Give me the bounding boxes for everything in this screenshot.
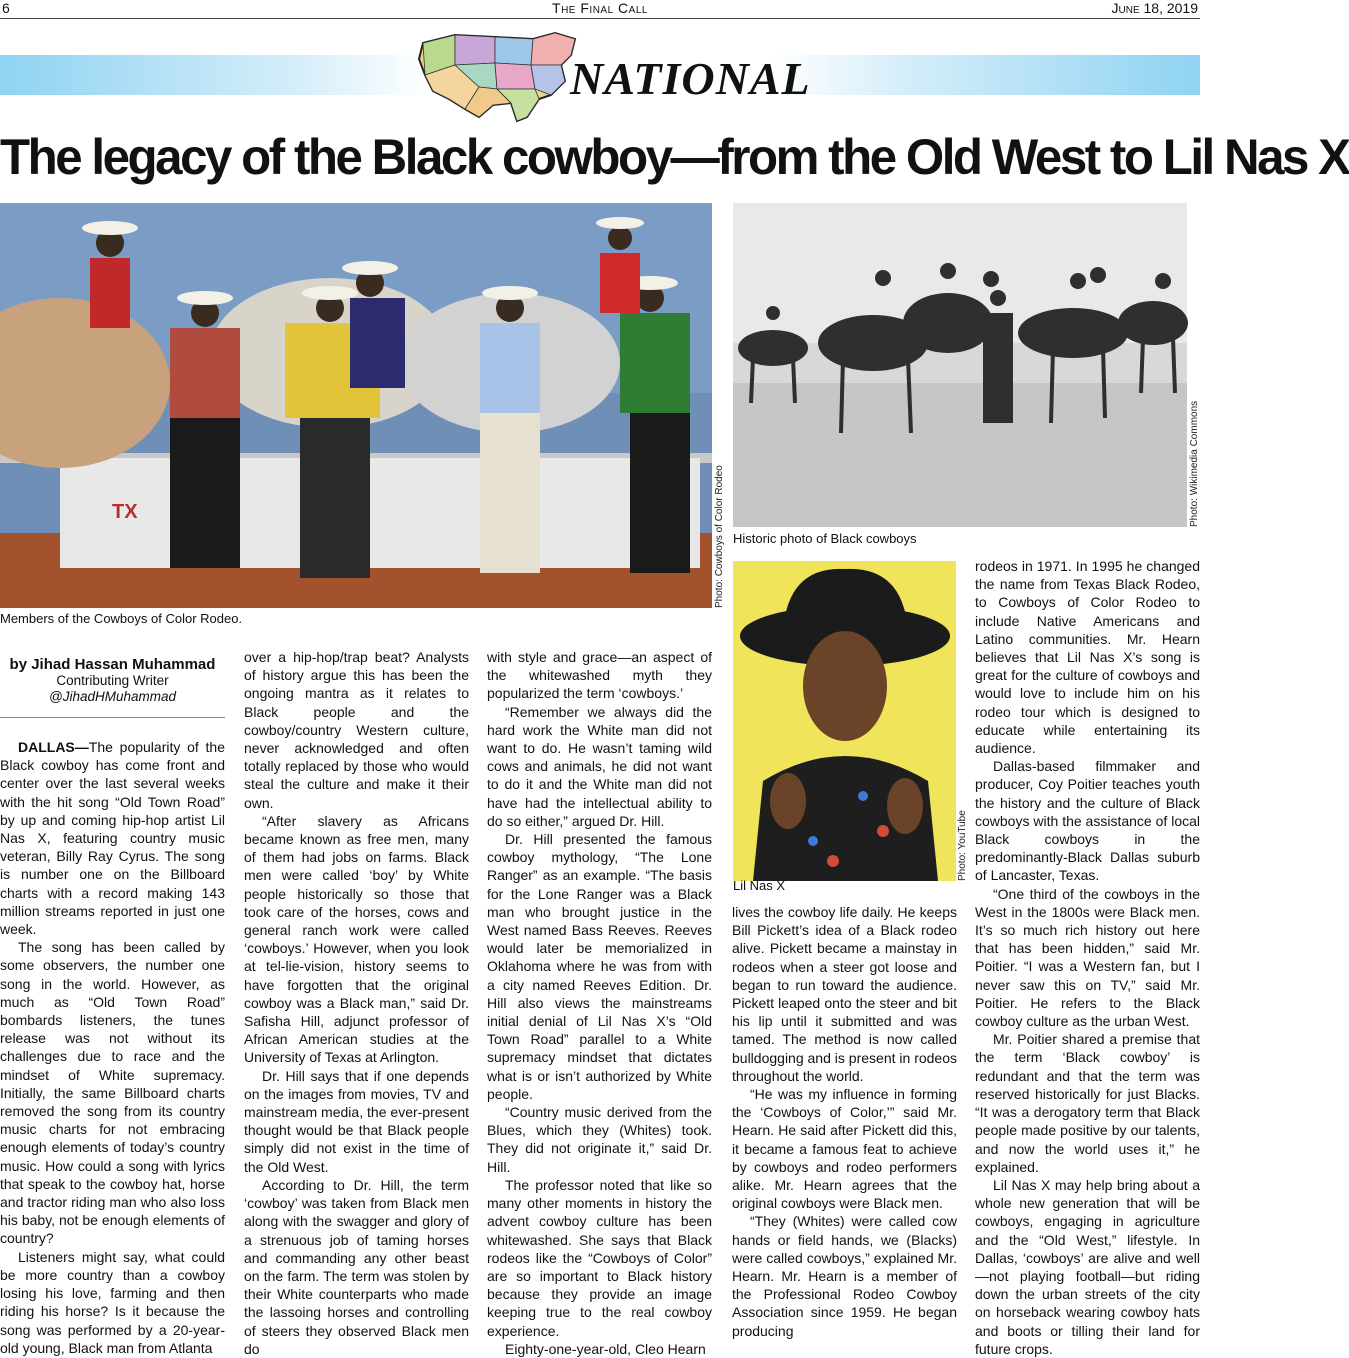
historic-photo xyxy=(733,203,1187,527)
paragraph: “Remember we always did the hard work the White man did not want to do. He wasn’t taming wild cows and animals, he did not want to do it and the White man did not have had the intellectual ability to do so either,” argued Dr. Hill. xyxy=(487,703,712,829)
section-band-right xyxy=(770,55,1200,95)
paragraph: Lil Nas X may help bring about a whole new generation that will be cowboys, engaging in agriculture and the “Old West,” lifestyle. In Dallas, ‘cowboys’ are alive and well—not playing football—but riding down the urban streets of the city on horseback wearing cowboy hats and boots or tilling their land for future crops. xyxy=(975,1176,1200,1357)
main-photo-credit: Photo: Cowboys of Color Rodeo xyxy=(714,465,725,608)
paragraph: Mr. Poitier shared a premise that the term ‘Black cowboy’ is redundant and that the term was reserved historically for just Blacks. “It was a derogatory term that Black people made positive by our talents, and now the world uses it,” he explained. xyxy=(975,1031,1200,1175)
svg-text:TX: TX xyxy=(112,501,138,523)
article-column-3 xyxy=(487,648,712,1358)
running-header xyxy=(0,0,1200,17)
article-column-1 xyxy=(0,738,225,1357)
paragraph: The professor noted that like so many other moments in history the advent cowboy culture has been whitewashed. She says that Black rodeos like the “Cowboys of Color” are so important to Black history because they provide an image keeping true to the real cowboy experience. xyxy=(487,1176,712,1339)
headline: The legacy of the Black cowboy—from the Old West to Lil Nas X xyxy=(0,129,1349,185)
paragraph: The song has been called by some observers, the number one song in the world. However, as much as “Old Town Road” bombards listeners, the tunes release was not without its challenges due to race and the mindset of White supremacy. Initially, the same Billboard charts removed the song from its country music charts for not embracing enough elements of today’s country music. How could a song with lyrics that speak to the cowboy hat, horse and tractor riding man who also loss his baby, not be enough elements of country? xyxy=(0,939,225,1247)
issue-date: June 18, 2019 xyxy=(1111,0,1198,16)
historic-photo-credit: Photo: Wikimedia Commons xyxy=(1189,400,1200,527)
byline-rule xyxy=(0,717,225,718)
paragraph: Dallas-based filmmaker and producer, Coy Poitier teaches youth the history and the culture of Black cowboys with the assistance of local Black cowboys in the predominantly-Black Dallas suburb of Lancaster, Texas. xyxy=(975,758,1200,884)
lil-nas-x-photo-credit: Photo: YouTube xyxy=(957,810,968,881)
article-column-5 xyxy=(975,557,1200,1358)
paragraph: over a hip-hop/trap beat? Analysts of history argue this has been the ongoing mantra as it relates to Black people and the cowboy/country Western culture, never acknowledged and often totally replaced by those who would steal the culture and make it their own. xyxy=(244,649,469,811)
header-rule xyxy=(0,18,1200,19)
article-column-4 xyxy=(732,903,957,1340)
paragraph: Eighty-one-year-old, Cleo Hearn xyxy=(505,1340,706,1357)
byline xyxy=(0,657,225,705)
paragraph: rodeos in 1971. In 1995 he changed the name from Texas Black Rodeo, to Cowboys of Color Rodeo to include Native Americans and Latino communities. Mr. Hearn believes that Lil Nas X’s song is great for the culture of cowboys and would love to include him on his rodeo tour which is designed to educate while entertaining its audience. xyxy=(975,558,1200,757)
section-label: NATIONAL xyxy=(570,53,811,104)
paragraph: Dr. Hill says that if one depends on the images from movies, TV and mainstream media, the ever-present thought would be that Black people simply did not exist in the time of the Old West. xyxy=(244,1067,469,1175)
paragraph xyxy=(0,738,225,938)
page-number: 6 xyxy=(2,0,10,16)
paragraph: Dr. Hill presented the famous cowboy mythology, “The Lone Ranger” as an example. “The basis for the Lone Ranger was a Black man who brought justice in the West named Bass Reeves. Reeves would later be memorialized in Oklahoma where he was from with a city named Reeves Edition. Dr. Hill also views the mainstreams initial denial of Lil Nas X’s “Old Town Road” parallel to a White supremacy mindset that dictates what is or isn’t authorized by White people. xyxy=(487,831,712,1102)
paragraph: According to Dr. Hill, the term ‘cowboy’ was taken from Black men along with the swagger and glory of a strenuous job of taming horses and commanding any other beast on the farm. The term was stolen by their White counterparts who made the lassoing horses and controlling of steers they observed Black men do xyxy=(244,1176,469,1357)
lil-nas-x-photo xyxy=(733,561,956,881)
lil-nas-x-photo-caption: Lil Nas X xyxy=(733,878,786,893)
paragraph: lives the cowboy life daily. He keeps Bill Pickett’s idea of a Black rodeo alive. Pickett became a mainstay in rodeos when a steer got loose and began to run toward the audience. Pickett leaped onto the steer and bit his lip until it submitted and was tamed. The method is now called bulldogging and is present in rodeos throughout the world. xyxy=(732,904,957,1084)
rodeo-photo xyxy=(0,203,712,608)
author-handle: @JihadHMuhammad xyxy=(48,689,176,704)
dateline: DALLAS— xyxy=(18,739,89,755)
paragraph: “After slavery as Africans became known as free men, many of them had jobs on farms. Black men were called ‘boy’ by White people historically so those that took care of the horses, cows and general ranch work were called ‘cowboys.’ However, when you look at tel-lie-vision, history seems to have forgotten that the original cowboy was a Black man,” said Dr. Safisha Hill, adjunct professor of African American studies at the University of Texas at Arlington. xyxy=(244,812,469,1066)
section-band-left xyxy=(0,55,430,95)
main-photo-caption: Members of the Cowboys of Color Rodeo. xyxy=(0,611,243,626)
us-map-icon xyxy=(415,25,580,130)
author-name: by Jihad Hassan Muhammad xyxy=(9,656,216,673)
article-column-2 xyxy=(244,648,469,1358)
paragraph: with style and grace—an aspect of the whitewashed myth they popularized the term ‘cowboys.’ xyxy=(487,649,712,702)
paragraph: “Country music derived from the Blues, which they (Whites) took. They did not originate it,” said Dr. Hill. xyxy=(487,1104,712,1175)
publication-name: The Final Call xyxy=(552,0,648,16)
paragraph: “One third of the cowboys in the West in the 1800s were Black men. It’s so much rich history out here that has been hidden,” said Mr. Poitier. “I was a Western fan, but I never saw this on TV,” said Mr. Poitier. He refers to the Black cowboy culture as the urban West. xyxy=(975,885,1200,1030)
author-role: Contributing Writer xyxy=(56,673,169,688)
paragraph: Listeners might say, what could be more country than a cowboy losing his love, farming and then riding his horse? Is it because the song was performed by a 20-year-old young, Black man from Atlanta xyxy=(0,1248,225,1356)
historic-photo-caption: Historic photo of Black cowboys xyxy=(733,531,917,546)
paragraph: “They (Whites) were called cow hands or field hands, we (Blacks) were called cowboys,” explained Mr. Hearn. Mr. Hearn is a member of the Professional Rodeo Cowboy Association since 1959. He began producing xyxy=(732,1213,957,1339)
paragraph-text: The popularity of the Black cowboy has come front and center over the last several weeks with the hit song “Old Town Road” by up and coming hip-hop artist Lil Nas X, featuring country music veteran, Billy Ray Cyrus. The song is number one on the Billboard charts with a record making 143 million streams reported in just one week. xyxy=(0,739,225,938)
paragraph: “He was my influence in forming the ‘Cowboys of Color,’” said Mr. Hearn. He said after Pickett did this, it became a famous feat to achieve by cowboys and rodeo performers alike. Mr. Hearn agrees that the original cowboys were Black men. xyxy=(732,1086,957,1212)
